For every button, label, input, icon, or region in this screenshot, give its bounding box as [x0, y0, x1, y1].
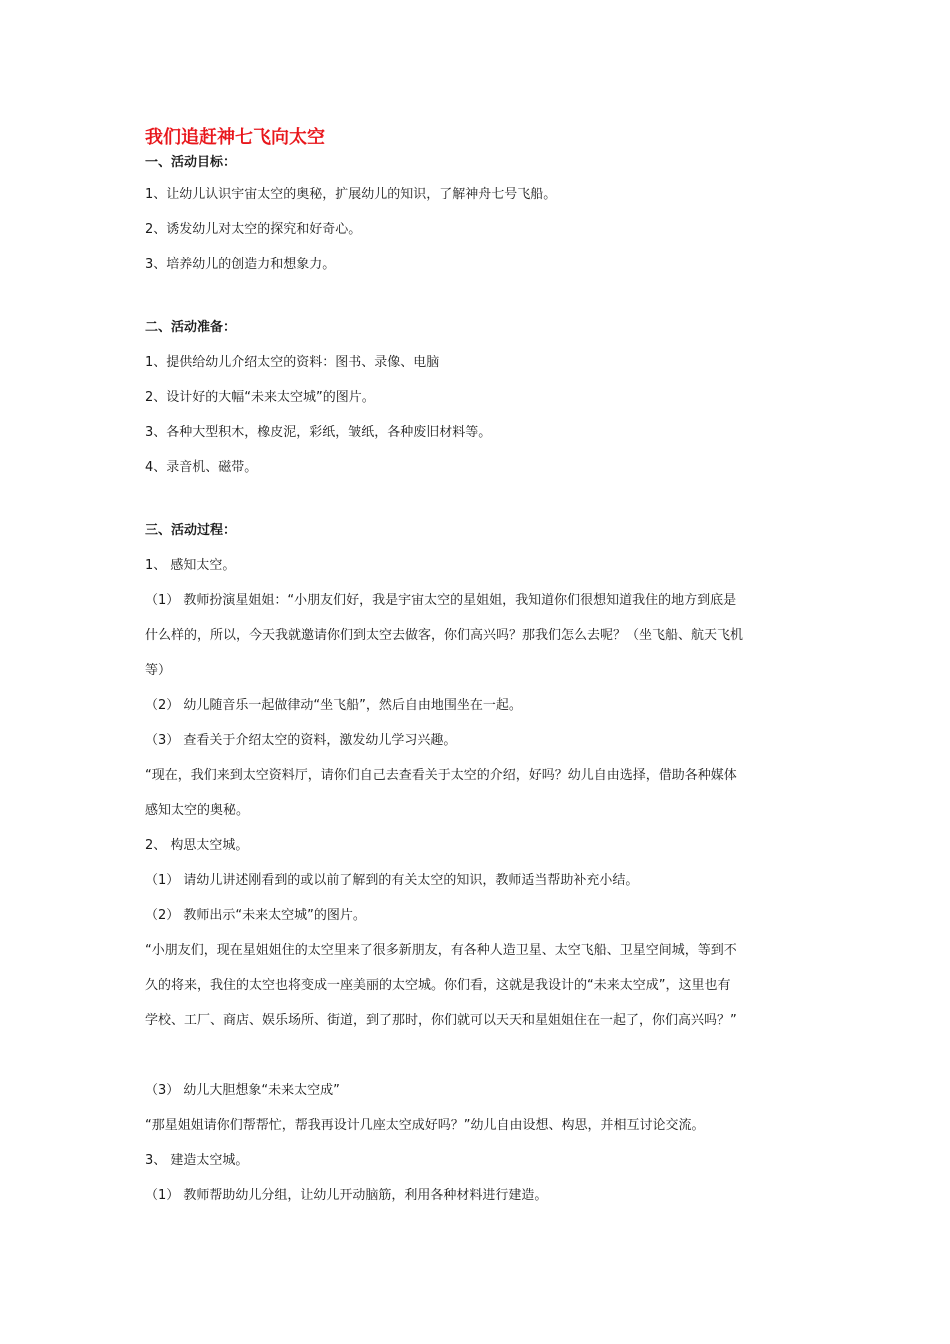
prep-item-3: 3、各种大型积木，橡皮泥，彩纸，皱纸，各种废旧材料等。 [145, 425, 492, 440]
section-heading-preparation: 二、活动准备： [145, 320, 237, 335]
paragraph-line: 学校、工厂、商店、娱乐场所、街道，到了那时，你们就可以天天和星姐姐住在一起了，你们高兴吗？” [145, 1013, 737, 1028]
quote-1 [145, 766, 810, 821]
document-body [145, 126, 810, 1206]
paragraph-1 [145, 591, 810, 681]
paragraph-line: 久的将来，我住的太空也将变成一座美丽的太空城。你们看，这就是我设计的“未来太空成”，这里也有 [145, 978, 731, 993]
prep-item-1: 1、提供给幼儿介绍太空的资料：图书、录像、电脑 [145, 355, 440, 370]
step-1-title: 1、 感知太空。 [145, 558, 236, 573]
goal-item-2: 2、诱发幼儿对太空的探究和好奇心。 [145, 222, 362, 237]
paragraph-2: （2） 幼儿随音乐一起做律动“坐飞船”，然后自由地围坐在一起。 [145, 698, 522, 713]
goal-item-1: 1、让幼儿认识宇宙太空的奥秘，扩展幼儿的知识，了解神舟七号飞船。 [145, 187, 557, 202]
paragraph-3: （3） 查看关于介绍太空的资料，激发幼儿学习兴趣。 [145, 733, 457, 748]
step-3-title: 3、 建造太空城。 [145, 1153, 249, 1168]
paragraph-line: （1） 教师扮演星姐姐：“小朋友们好，我是宇宙太空的星姐姐，我知道你们很想知道我住的地方到底是 [145, 593, 737, 608]
quote-3: “那星姐姐请你们帮帮忙，帮我再设计几座太空成好吗？”幼儿自由设想、构思，并相互讨论交流。 [145, 1118, 705, 1133]
paragraph-4: （1） 请幼儿讲述刚看到的或以前了解到的有关太空的知识，教师适当帮助补充小结。 [145, 873, 639, 888]
paragraph-line: 什么样的，所以，今天我就邀请你们到太空去做客，你们高兴吗？那我们怎么去呢？（坐飞船、航天飞机 [145, 628, 744, 643]
paragraph-line: “现在，我们来到太空资料厅，请你们自己去查看关于太空的介绍，好吗？幼儿自由选择，借助各种媒体 [145, 768, 737, 783]
paragraph-6: （3） 幼儿大胆想象“未来太空成” [145, 1083, 340, 1098]
quote-2 [145, 941, 810, 1031]
goal-item-3: 3、培养幼儿的创造力和想象力。 [145, 257, 336, 272]
document-title: 我们追赶神七飞向太空 [145, 127, 325, 148]
prep-item-4: 4、录音机、磁带。 [145, 460, 258, 475]
prep-item-2: 2、设计好的大幅“未来太空城”的图片。 [145, 390, 375, 405]
paragraph-line: 感知太空的奥秘。 [145, 803, 250, 818]
section-heading-goals: 一、活动目标： [145, 155, 237, 170]
paragraph-7: （1） 教师帮助幼儿分组，让幼儿开动脑筋，利用各种材料进行建造。 [145, 1188, 548, 1203]
paragraph-5: （2） 教师出示“未来太空城”的图片。 [145, 908, 366, 923]
paragraph-line: “小朋友们，现在星姐姐住的太空里来了很多新朋友，有各种人造卫星、太空飞船、卫星空间城，等到不 [145, 943, 737, 958]
section-heading-process: 三、活动过程： [145, 523, 237, 538]
paragraph-line: 等） [145, 663, 172, 678]
step-2-title: 2、 构思太空城。 [145, 838, 249, 853]
